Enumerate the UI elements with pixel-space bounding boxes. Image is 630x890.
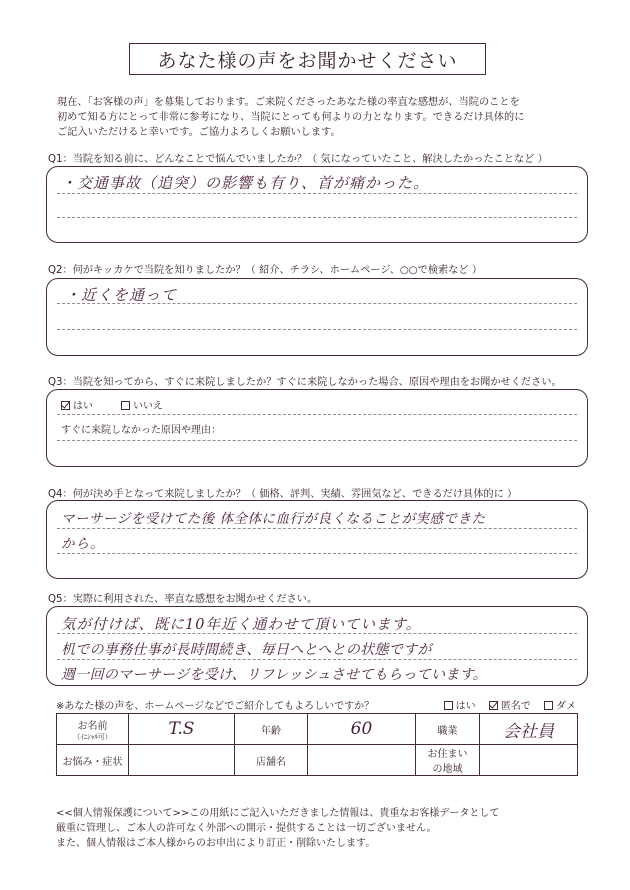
checkbox-no[interactable]	[121, 401, 130, 410]
q5-answer-line-1: 気が付けば、既に10年近く通わせて頂いています。	[61, 617, 422, 633]
q4-answer-box[interactable]	[46, 500, 588, 579]
job-label: 職業	[416, 714, 480, 745]
name-sub-label: （ｲﾆｼｬﾙ可）	[73, 732, 112, 741]
info-table	[56, 713, 578, 776]
symptom-label: お悩み・症状	[57, 745, 129, 776]
name-value: T.S	[168, 719, 195, 739]
answer-rule	[57, 414, 577, 415]
checkbox-yes-checked[interactable]	[61, 401, 70, 410]
q3-yes-option[interactable]	[61, 397, 93, 412]
store-value-cell[interactable]	[308, 745, 416, 776]
q2-answer-box[interactable]	[46, 278, 588, 356]
name-label: お名前	[77, 720, 108, 732]
job-value-cell[interactable]	[480, 714, 578, 745]
answer-rule	[57, 528, 577, 529]
answer-rule	[57, 553, 577, 554]
info-row-1	[57, 714, 578, 745]
name-value-cell[interactable]	[129, 714, 235, 745]
q2-label: Q2：何がキッカケで当院を知りましたか？（ 紹介、チラシ、ホームページ、○○で検索など ）	[48, 265, 483, 276]
consent-row	[56, 697, 576, 712]
consent-anon-label: 匿名で	[500, 701, 531, 712]
q3-answer-box[interactable]	[46, 389, 588, 467]
answer-rule	[57, 217, 577, 218]
answer-rule	[57, 659, 577, 660]
q1-answer-box[interactable]	[46, 166, 588, 243]
checkbox-consent-anon-checked[interactable]	[489, 701, 498, 710]
age-label: 年齢	[235, 714, 308, 745]
area-label-line-1: お住まい	[427, 749, 468, 760]
symptom-value-cell[interactable]	[129, 745, 235, 776]
checkbox-consent-yes[interactable]	[444, 701, 453, 710]
job-value: 会社員	[503, 721, 554, 742]
privacy-notice: <<個人情報保護について>>この用紙にご記入いただきました情報は、貴重なお客様データとして 厳重に管理し、ご本人の許可なく外部への開示・提供することは一切ございません。 また、個人情報はご本人様からのお申出により訂正・削除いたします。	[56, 808, 500, 849]
q3-no-label: いいえ	[133, 401, 163, 412]
store-label: 店舗名	[235, 745, 308, 776]
name-label-cell	[57, 714, 129, 745]
q3-no-option[interactable]	[121, 397, 163, 412]
consent-yes-option[interactable]	[444, 701, 476, 712]
q3-yes-label: はい	[73, 401, 93, 412]
q5-answer-line-3: 週一回のマーサージを受け、リフレッシュさせてもらっています。	[61, 667, 488, 683]
area-label-cell	[416, 745, 480, 776]
q1-label: Q1：当院を知る前に、どんなことで悩んでいましたか？（ 気になっていたこと、解決したかったことなど ）	[48, 154, 548, 165]
area-value-cell[interactable]	[480, 745, 578, 776]
q4-answer-line-1: マーサージを受けてた後 体全体に血行が良くなることが実感できた	[61, 511, 486, 527]
q1-answer: ・交通事故（追突）の影響も有り、首が痛かった。	[61, 174, 430, 192]
page-title: あなた様の声をお聞かせください	[129, 43, 486, 75]
intro-text: 現在、「お客様の声」を募集しております。ご来院くださったあなた様の率直な感想が、当院のことを 初めて知る方にとって非常に参考になり、当院にとっても何よりの力となります。できるだけ具体的に ご記入いただけると幸いです。ご協力よろしくお願いします。	[57, 97, 525, 138]
consent-no-option[interactable]	[544, 701, 576, 712]
q3-label: Q3：当院を知ってから、すぐに来院しましたか？すぐに来院しなかった場合、原因や理由をお聞かせください。	[48, 377, 562, 388]
consent-anon-option[interactable]	[489, 701, 531, 712]
q5-answer-line-2: 机での事務仕事が長時間続き、毎日へとへとの状態ですが	[61, 642, 432, 658]
q3-reason-label: すぐに来院しなかった原因や理由：	[61, 425, 221, 436]
info-row-2	[57, 745, 578, 776]
answer-rule	[57, 193, 577, 194]
age-value-cell[interactable]	[308, 714, 416, 745]
consent-no-label: ダメ	[556, 701, 576, 712]
checkbox-consent-no[interactable]	[544, 701, 553, 710]
q4-label: Q4：何が決め手となって来院しましたか？（ 価格、評判、実績、雰囲気など、できるだけ具体的に ）	[48, 489, 518, 500]
consent-options	[434, 697, 576, 712]
answer-rule	[57, 329, 577, 330]
consent-yes-label: はい	[455, 701, 476, 712]
area-label-line-2: の地域	[432, 764, 463, 775]
q4-answer-line-2: から。	[61, 536, 105, 552]
answer-rule	[57, 440, 577, 441]
q2-answer: ・近くを通って	[65, 286, 178, 304]
q5-answer-box[interactable]	[46, 606, 588, 686]
age-value: 60	[350, 719, 373, 739]
q5-label: Q5：実際に利用された、率直な感想をお聞かせください。	[48, 594, 318, 605]
consent-question: ※あなた様の声を、ホームページなどでご紹介してもよろしいですか？	[56, 701, 375, 712]
